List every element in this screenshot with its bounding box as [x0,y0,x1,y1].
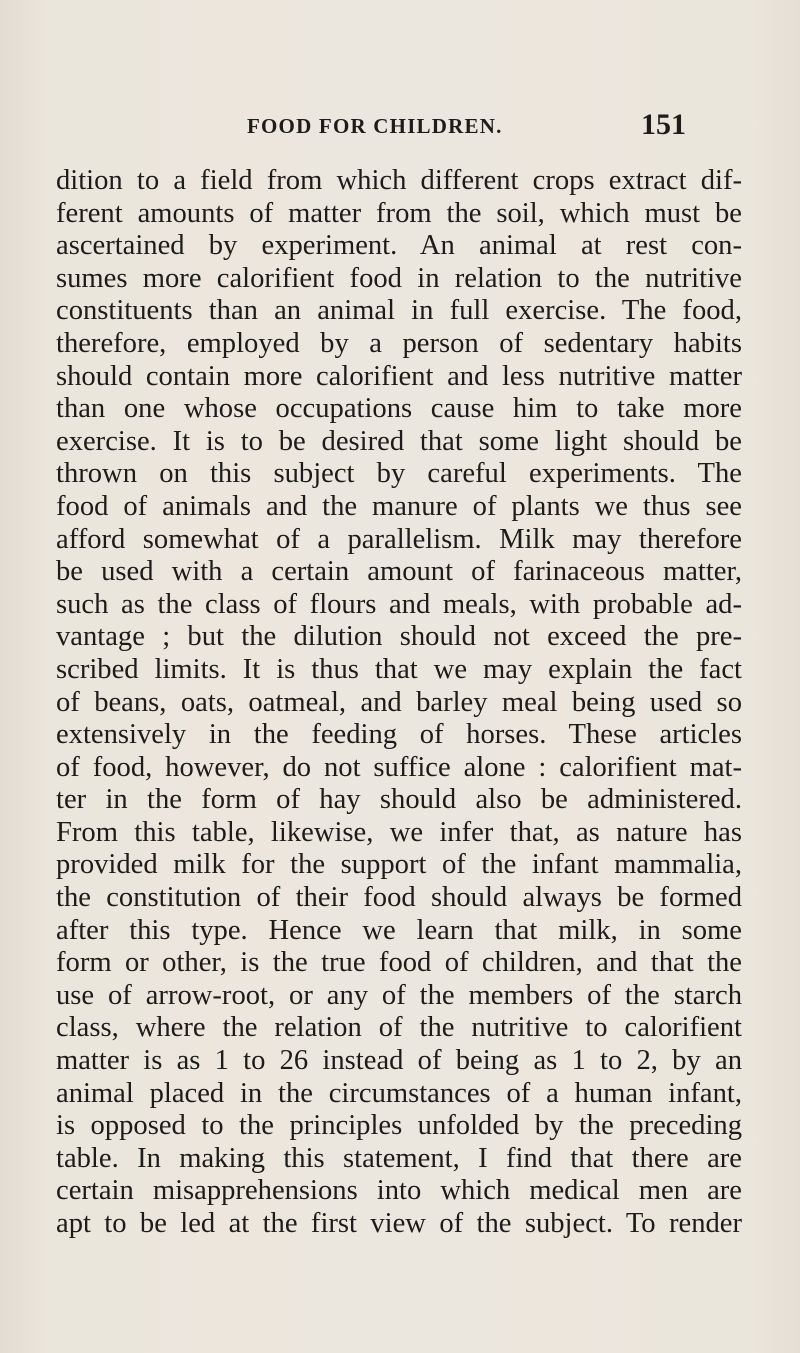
text-line: ascertained by experiment. An animal at rest con- [56,230,742,262]
text-line: use of arrow-root, or any of the members of the starch [56,979,742,1011]
text-line: of beans, oats, oatmeal, and barley meal being used so [56,686,742,718]
text-line: after this type. Hence we learn that milk, in some [56,914,742,946]
text-line: provided milk for the support of the infant mammalia, [56,849,742,881]
page-header [0,108,800,148]
text-line: table. In making this statement, I find that there are [56,1142,742,1174]
text-line: scribed limits. It is thus that we may explain the fact [56,653,742,685]
text-line: ferent amounts of matter from the soil, which must be [56,197,742,229]
text-line: sumes more calorifient food in relation to the nutritive [56,262,742,294]
text-line: dition to a field from which different crops extract dif- [56,165,742,196]
text-line: therefore, employed by a person of sedentary habits [56,327,742,359]
body-text [56,165,742,1241]
text-line: food of animals and the manure of plants we thus see [56,490,742,522]
text-line: the constitution of their food should always be formed [56,882,742,914]
text-line: be used with a certain amount of farinaceous matter, [56,556,742,588]
text-line: From this table, likewise, we infer that, as nature has [56,816,742,848]
text-line: exercise. It is to be desired that some light should be [56,425,742,457]
text-line: ter in the form of hay should also be administered. [56,784,742,816]
text-line: extensively in the feeding of horses. These articles [56,719,742,751]
text-line: matter is as 1 to 26 instead of being as 1 to 2, by an [56,1045,742,1077]
text-line: class, where the relation of the nutritive to calorifient [56,1012,742,1044]
text-line: constituents than an animal in full exercise. The food, [56,295,742,327]
text-line: animal placed in the circumstances of a human infant, [56,1077,742,1109]
text-line: such as the class of flours and meals, with probable ad- [56,588,742,620]
text-line: apt to be led at the first view of the subject. To render [56,1208,742,1239]
text-line: should contain more calorifient and less nutritive matter [56,360,742,392]
text-line: thrown on this subject by careful experiments. The [56,458,742,490]
text-line: afford somewhat of a parallelism. Milk may therefore [56,523,742,555]
text-line: certain misapprehensions into which medical men are [56,1175,742,1207]
text-line: is opposed to the principles unfolded by the preceding [56,1110,742,1142]
page-number: 151 [641,108,686,141]
text-line: than one whose occupations cause him to take more [56,393,742,425]
text-line: vantage ; but the dilution should not exceed the pre- [56,621,742,653]
running-title: FOOD FOR CHILDREN. [247,114,503,138]
text-line: of food, however, do not suffice alone : calorifient mat- [56,751,742,783]
text-line: form or other, is the true food of children, and that the [56,947,742,979]
